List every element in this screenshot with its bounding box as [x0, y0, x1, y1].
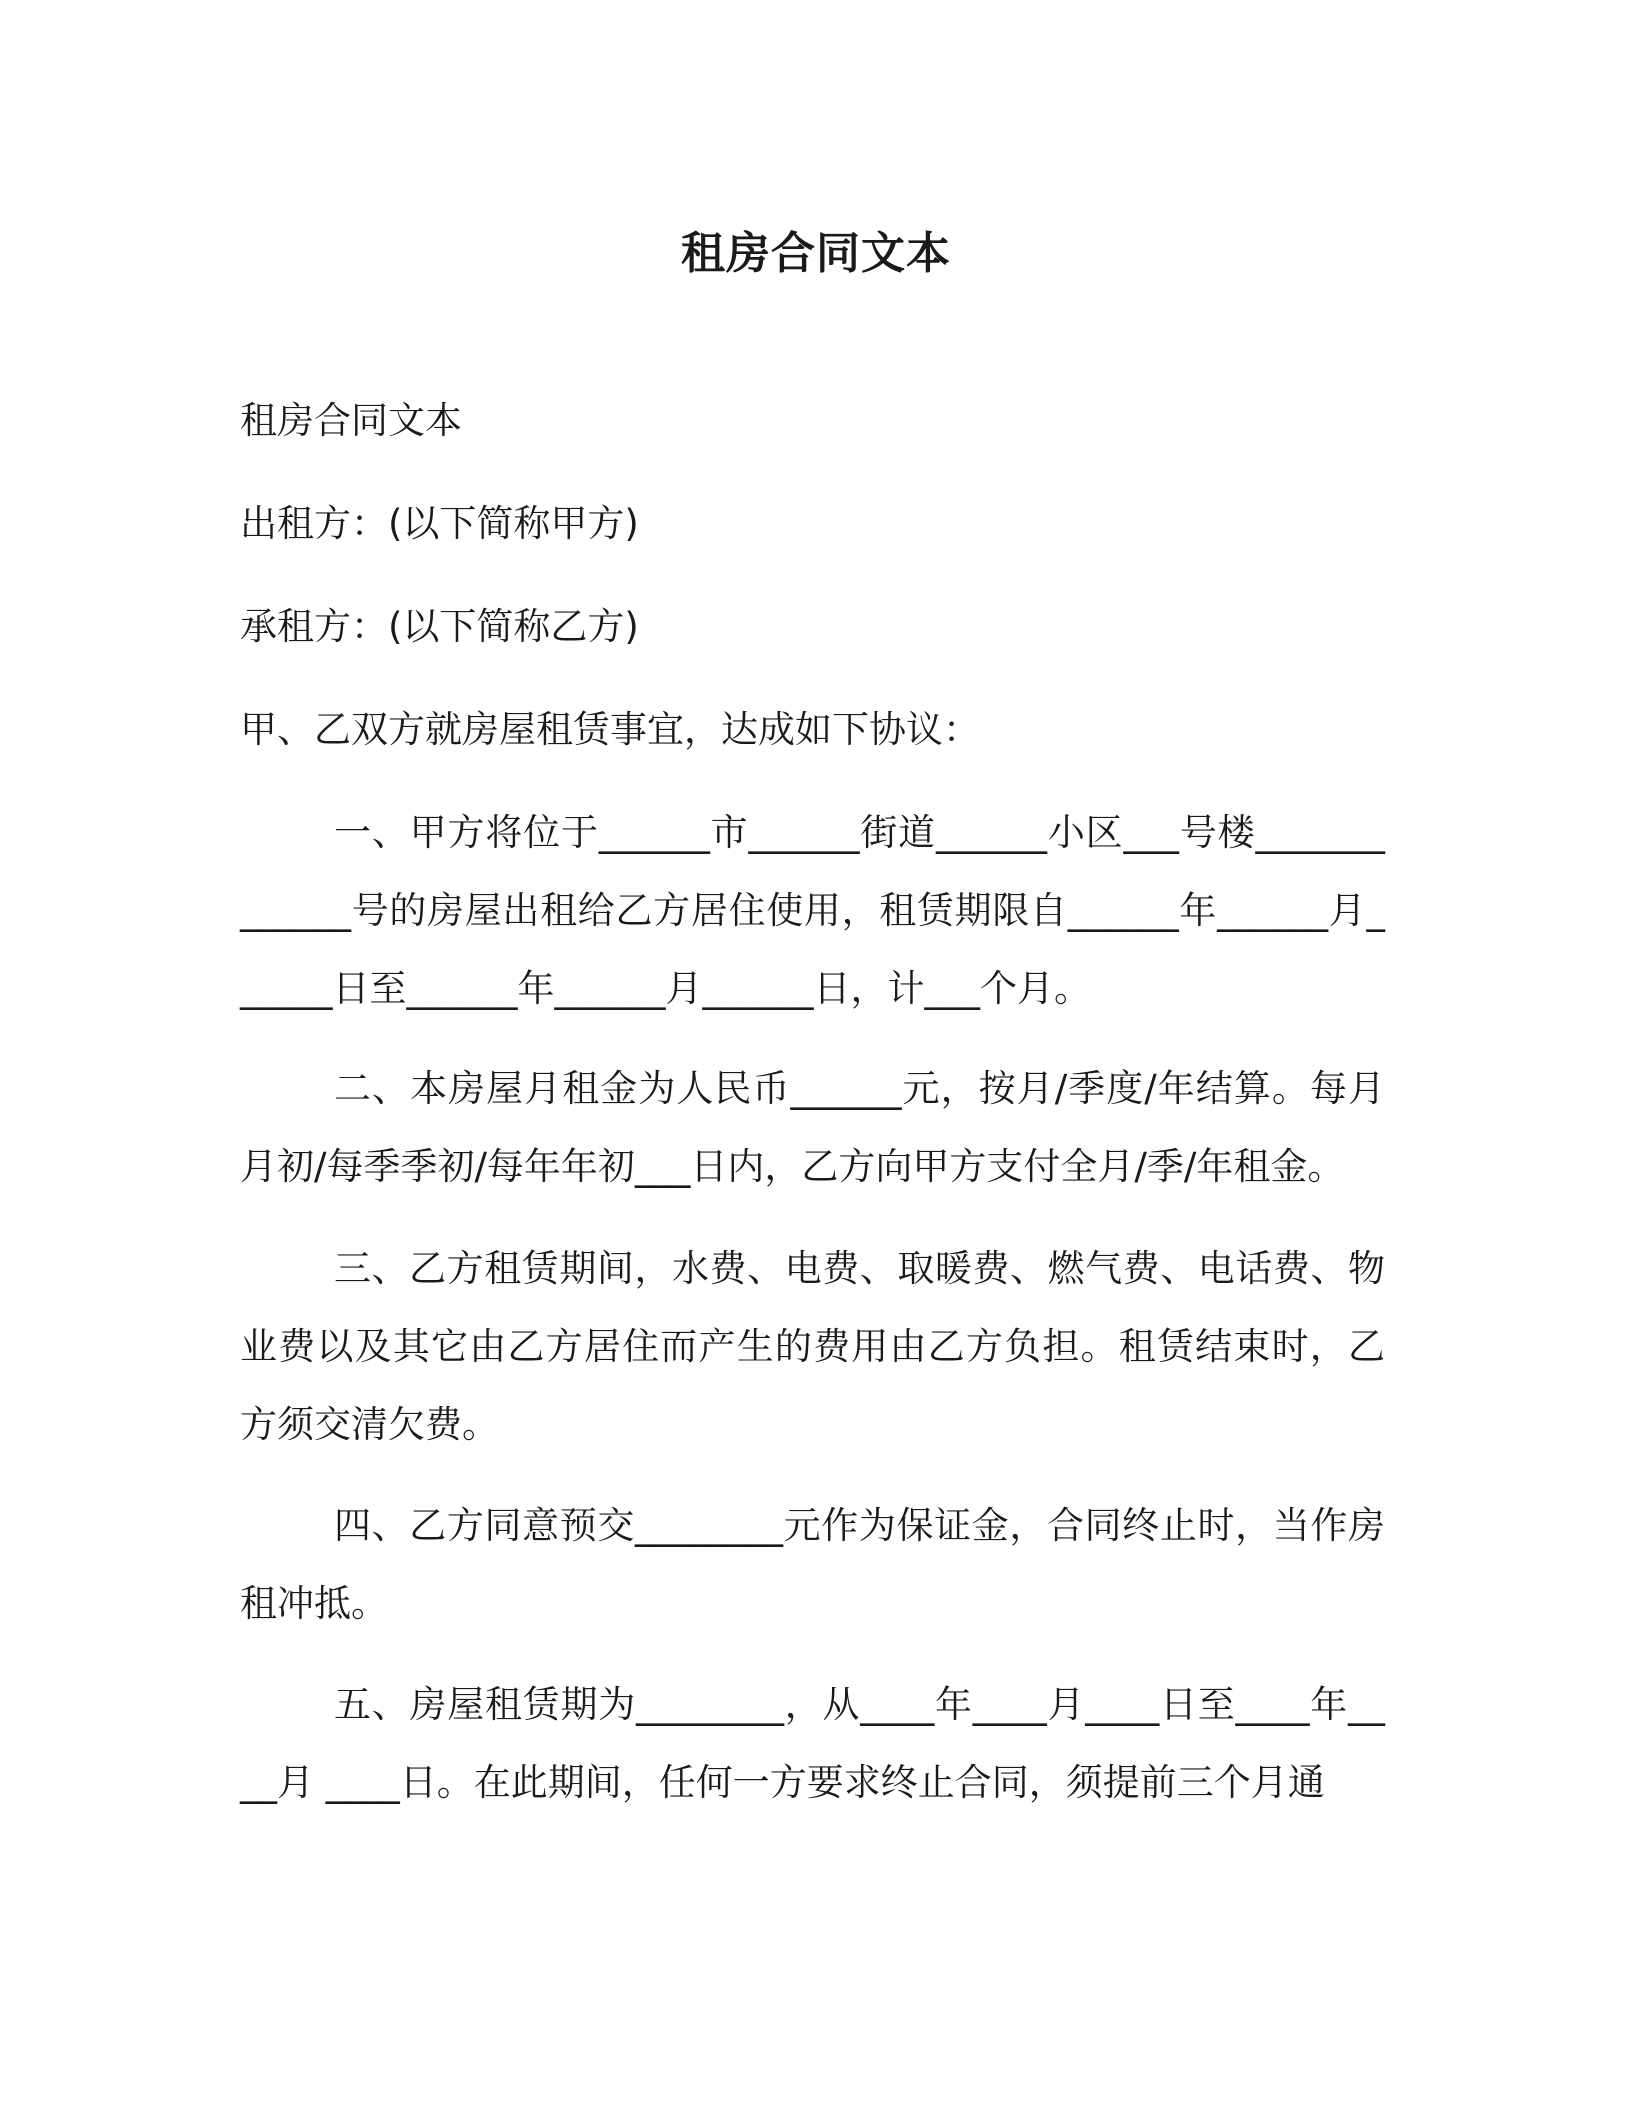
document-heading: 租房合同文本: [240, 399, 462, 442]
agreement-intro: 甲、乙双方就房屋租赁事宜，达成如下协议：: [240, 708, 980, 751]
clause-2: 二、本房屋月租金为人民币______元，按月/季度/年结算。每月月初/每季季初/每年年初___日内，乙方向甲方支付全月/季/年租金。: [240, 1067, 1385, 1188]
clause-5: 五、房屋租赁期为________，从____年____月____日至____年____月 ____日。在此期间，任何一方要求终止合同，须提前三个月通: [240, 1683, 1385, 1804]
clause-1: 一、甲方将位于______市______街道______小区___号楼_____________号的房屋出租给乙方居住使用，租赁期限自______年______月______日至______年______月______日，计___个月。: [240, 811, 1385, 1010]
document-title: 租房合同文本: [681, 228, 951, 279]
lessor-line: 出租方：(以下简称甲方): [240, 502, 639, 545]
lessee-line: 承租方：(以下简称乙方): [240, 605, 639, 648]
clause-3: 三、乙方租赁期间，水费、电费、取暖费、燃气费、电话费、物业费以及其它由乙方居住而产生的费用由乙方负担。租赁结束时，乙方须交清欠费。: [240, 1247, 1385, 1446]
clause-4: 四、乙方同意预交________元作为保证金，合同终止时，当作房租冲抵。: [240, 1504, 1385, 1625]
